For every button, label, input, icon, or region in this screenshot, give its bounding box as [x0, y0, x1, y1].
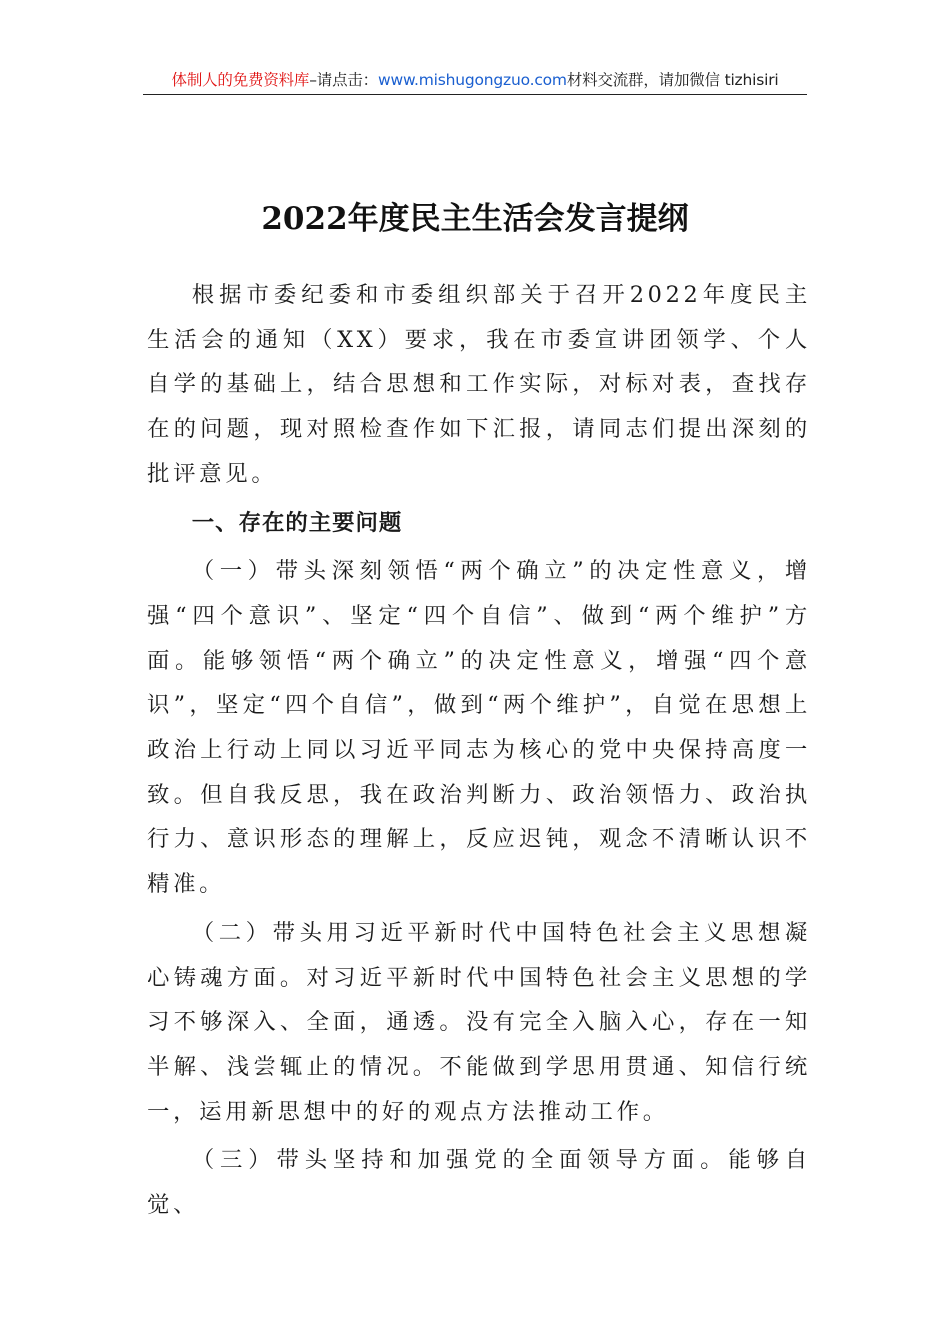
point-2-paragraph: （二）带头用习近平新时代中国特色社会主义思想凝心铸魂方面。对习近平新时代中国特色社会主义思想的学习不够深入、全面，通透。没有完全入脑入心，存在一知半解、浅尝辄止的情况。不能做到学思用贯通、知信行统一，运用新思想中的好的观点方法推动工作。: [147, 919, 811, 1125]
header-site-name: 体制人的免费资料库: [171, 71, 310, 89]
header-prompt: –请点击：: [309, 71, 378, 89]
document-title: 2022年度民主生活会发言提纲: [261, 200, 689, 237]
header-suffix: 材料交流群，请加微信 tizhisiri: [566, 71, 779, 89]
point-3-paragraph: （三）带头坚持和加强党的全面领导方面。能够自觉、: [147, 1147, 811, 1219]
page-header: [143, 66, 807, 95]
section-heading: 一、存在的主要问题: [191, 509, 403, 536]
intro-paragraph: 根据市委纪委和市委组织部关于召开2022年度民主生活会的通知（XX）要求，我在市委宣讲团领学、个人自学的基础上，结合思想和工作实际，对标对表，查找存在的问题，现对照检查作如下汇报，请同志们提出深刻的批评意见。: [147, 282, 811, 487]
point-1-paragraph: （一）带头深刻领悟“两个确立”的决定性意义，增强“四个意识”、坚定“四个自信”、做到“两个维护”方面。能够领悟“两个确立”的决定性意义，增强“四个意识”，坚定“四个自信”，做到“两个维护”，自觉在思想上政治上行动上同以习近平同志为核心的党中央保持高度一致。但自我反思，我在政治判断力、政治领悟力、政治执行力、意识形态的理解上，反应迟钝，观念不清晰认识不精准。: [147, 558, 811, 898]
document-body: [147, 273, 811, 1228]
header-url-link[interactable]: www.mishugongzuo.com: [377, 71, 567, 89]
